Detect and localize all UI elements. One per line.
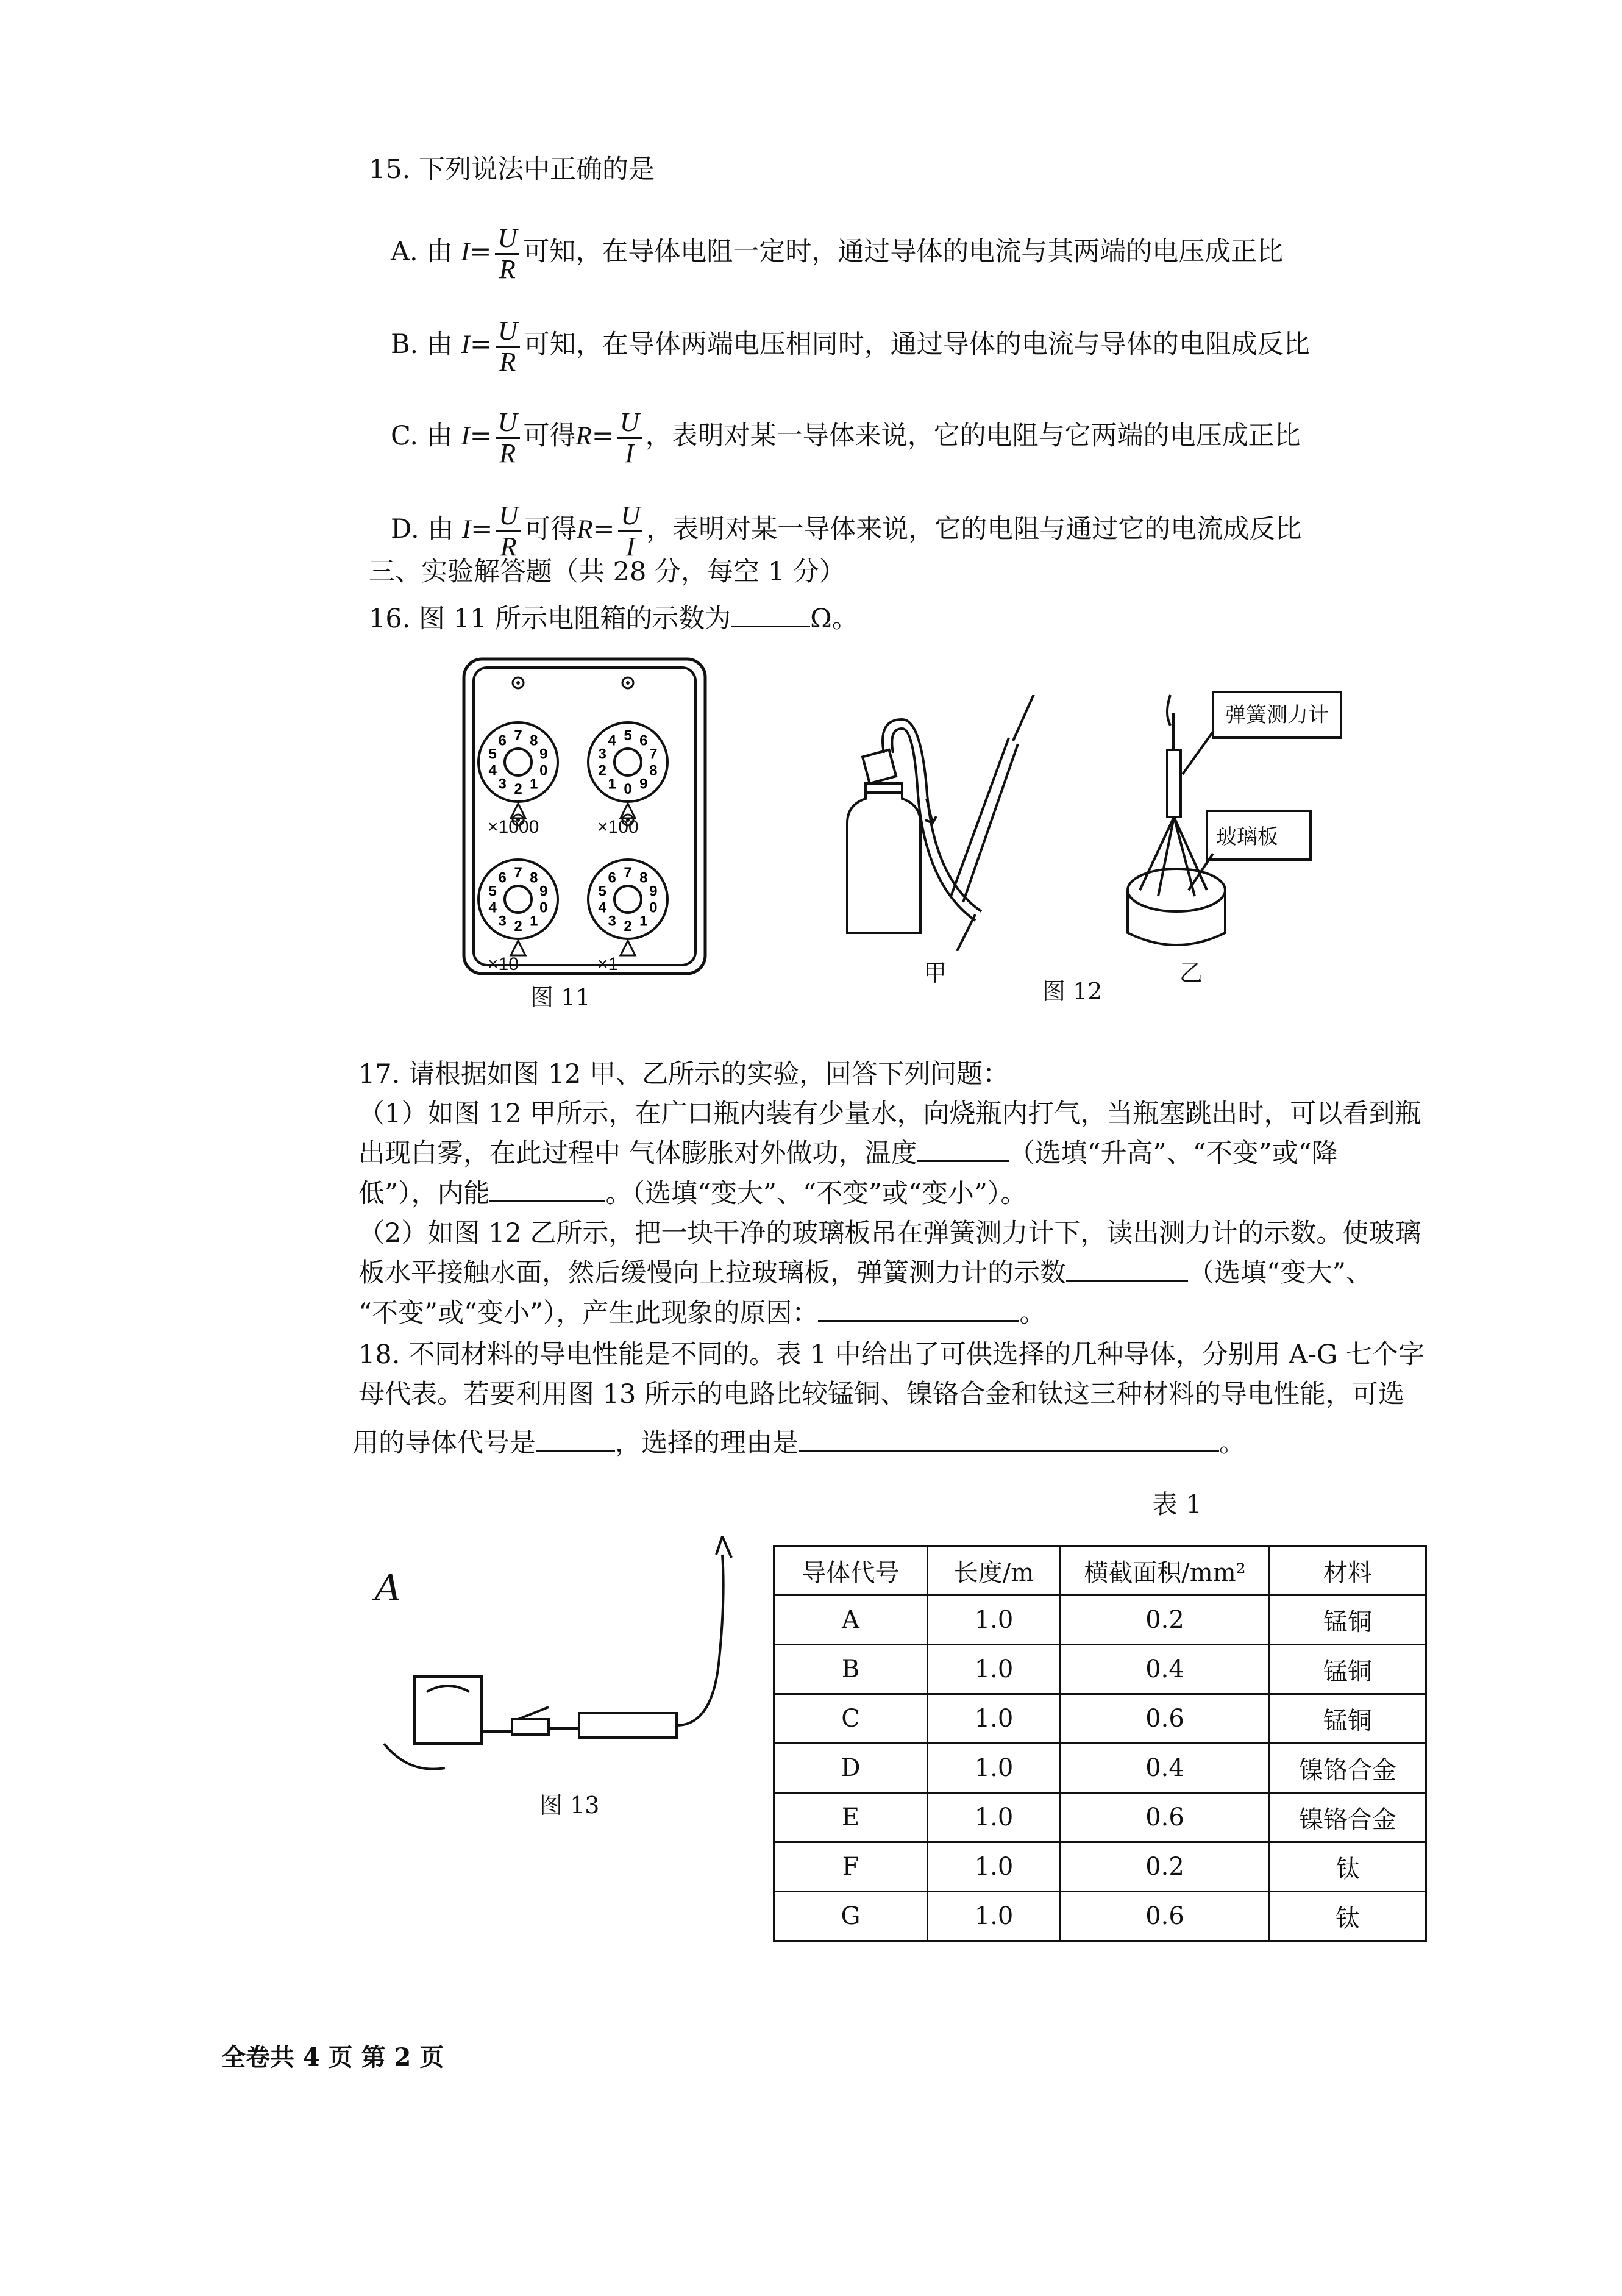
dial-digit: 9 <box>639 775 648 793</box>
answer-blank-reason[interactable] <box>818 1296 1019 1322</box>
answer-blank-conductors[interactable] <box>536 1425 615 1452</box>
answer-blank-reading[interactable] <box>1066 1255 1188 1282</box>
option-label: C. <box>391 421 419 451</box>
dial-digit: 4 <box>608 732 616 749</box>
table-cell: 0.2 <box>1061 1842 1270 1892</box>
dial-digit: 4 <box>598 899 606 916</box>
denominator: I <box>625 531 635 562</box>
table-cell: C <box>774 1694 928 1744</box>
text: （选填“升高”、“不变”或“降 <box>1008 1138 1338 1169</box>
dial-digit: 1 <box>639 913 648 930</box>
dial-digit: 0 <box>649 899 658 916</box>
table-cell: 锰铜 <box>1270 1645 1426 1694</box>
dial-digit: 7 <box>514 727 522 744</box>
table-row <box>774 1744 1426 1793</box>
formula-var: I <box>461 330 470 359</box>
q17-part1-line3 <box>358 1175 1026 1212</box>
table-row <box>774 1842 1426 1892</box>
figure-12-jia-label: 甲 <box>923 960 947 986</box>
table-header-row <box>774 1546 1426 1595</box>
column-header: 导体代号 <box>774 1546 928 1595</box>
fraction <box>496 408 520 468</box>
q17-part2-line3 <box>358 1295 1045 1332</box>
table-cell: G <box>774 1892 928 1941</box>
table-row <box>774 1694 1426 1744</box>
table-cell: 钛 <box>1270 1842 1426 1892</box>
q15-option-c[interactable] <box>391 390 1301 482</box>
table-cell: F <box>774 1842 928 1892</box>
table-cell: 0.6 <box>1061 1793 1270 1842</box>
dial-digit: 9 <box>649 883 658 900</box>
q16-text: 16. 图 11 所示电阻箱的示数为 <box>369 604 731 634</box>
text: 由 <box>426 421 453 451</box>
fraction <box>496 501 521 562</box>
section-heading: 三、实验解答题（共 28 分，每空 1 分） <box>369 557 845 587</box>
table-cell: 0.6 <box>1061 1892 1270 1941</box>
clip-label: A <box>375 1567 402 1610</box>
formula-var: R <box>575 422 592 451</box>
denominator: R <box>500 531 517 562</box>
dial-digit: 4 <box>488 899 497 916</box>
table-row <box>774 1645 1426 1694</box>
text: 用的导体代号是 <box>352 1428 536 1458</box>
equals: = <box>469 421 492 451</box>
numerator: U <box>618 501 642 532</box>
figure-12-yi-label: 乙 <box>1179 960 1203 986</box>
dial-multiplier: ×1 <box>597 954 619 974</box>
answer-blank-reason[interactable] <box>799 1425 1219 1452</box>
table-cell: 镍铬合金 <box>1270 1744 1426 1793</box>
column-header: 材料 <box>1270 1546 1426 1595</box>
table-row <box>774 1595 1426 1645</box>
answer-blank-temperature[interactable] <box>917 1136 1009 1162</box>
table-cell: B <box>774 1645 928 1694</box>
text: 可知，在导体两端电压相同时，通过导体的电流与导体的电阻成反比 <box>523 329 1310 360</box>
table-row <box>774 1892 1426 1941</box>
table-cell: 0.6 <box>1061 1694 1270 1744</box>
table-cell: D <box>774 1744 928 1793</box>
denominator: R <box>499 254 516 284</box>
q17-part1-line2 <box>358 1135 1338 1172</box>
q15-option-a[interactable] <box>391 206 1283 298</box>
text: 可知，在导体电阻一定时，通过导体的电流与其两端的电压成正比 <box>523 237 1284 267</box>
q18-line2: 母代表。若要利用图 13 所示的电路比较锰铜、镍铬合金和钛这三种材料的导电性能，可选 <box>358 1379 1405 1410</box>
formula-var: I <box>461 238 470 266</box>
dial-digit: 5 <box>598 883 606 900</box>
table-cell: 1.0 <box>928 1744 1061 1793</box>
table-cell: 钛 <box>1270 1892 1426 1941</box>
table-cell: 0.2 <box>1061 1595 1270 1645</box>
q17-stem: 17. 请根据如图 12 甲、乙所示的实验，回答下列问题： <box>358 1059 1009 1089</box>
table-cell: E <box>774 1793 928 1842</box>
equals: = <box>592 514 615 544</box>
table-cell: 1.0 <box>928 1892 1061 1941</box>
answer-blank[interactable] <box>731 601 810 627</box>
dial-digit: 7 <box>649 746 658 763</box>
column-header: 横截面积/mm² <box>1061 1546 1270 1595</box>
dial-digit: 2 <box>624 918 632 935</box>
numerator: U <box>617 408 642 439</box>
fraction <box>617 408 642 468</box>
glass-plate-label: 玻璃板 <box>1216 825 1278 849</box>
dial-digit: 2 <box>598 762 606 779</box>
table-cell: 1.0 <box>928 1694 1061 1744</box>
dial-knob[interactable] <box>478 677 558 818</box>
dial-digit: 1 <box>530 775 538 793</box>
dial-digit: 3 <box>608 913 616 930</box>
text: 。 <box>1019 1298 1046 1328</box>
q18-line1: 18. 不同材料的导电性能是不同的。表 1 中给出了可供选择的几种导体，分别用 A-G 七个字 <box>358 1339 1425 1370</box>
q15-option-b[interactable] <box>391 299 1310 391</box>
equals: = <box>469 329 492 360</box>
q17-part2-line2 <box>358 1255 1372 1291</box>
table-cell: 1.0 <box>928 1793 1061 1842</box>
dial-digit: 9 <box>539 883 548 900</box>
dial-multiplier: ×100 <box>597 817 639 837</box>
numerator: U <box>496 316 520 348</box>
text: 板水平接触水面，然后缓慢向上拉玻璃板，弹簧测力计的示数 <box>358 1258 1066 1288</box>
equals: = <box>471 514 493 544</box>
dial-digit: 5 <box>624 727 632 744</box>
text: 由 <box>426 329 453 360</box>
figure-12-jia-bottle-pump <box>835 695 1091 951</box>
figure-11-caption: 图 11 <box>530 984 591 1011</box>
dial-digit: 6 <box>639 732 648 749</box>
text: 由 <box>427 514 454 544</box>
dial-digit: 3 <box>498 913 507 930</box>
dial-digit: 1 <box>530 913 538 930</box>
option-label: A. <box>391 237 418 267</box>
dial-digit: 8 <box>639 869 648 886</box>
dial-digit: 0 <box>539 762 548 779</box>
table-1-title: 表 1 <box>1152 1489 1203 1519</box>
formula-var: R <box>577 515 593 544</box>
dial-digit: 9 <box>539 746 548 763</box>
table-cell: 0.4 <box>1061 1744 1270 1793</box>
q16 <box>369 601 858 637</box>
text: 可得 <box>523 421 576 451</box>
conductor-table <box>773 1545 1427 1942</box>
dial-digit: 3 <box>598 746 606 763</box>
q17-part2: （2）如图 12 乙所示，把一块干净的玻璃板吊在弹簧测力计下，读出测力计的示数。使玻璃 <box>358 1218 1421 1249</box>
text: “不变”或“变小”），产生此现象的原因： <box>358 1298 819 1328</box>
equals: = <box>591 421 614 451</box>
figure-13-circuit <box>372 1536 750 1780</box>
dial-digit: 5 <box>488 746 497 763</box>
formula-var: I <box>461 515 471 544</box>
text: 。 <box>1219 1428 1245 1458</box>
answer-blank-internal-energy[interactable] <box>489 1176 605 1202</box>
table-cell: 1.0 <box>928 1645 1061 1694</box>
text: ，选择的理由是 <box>615 1428 799 1458</box>
q16-unit: Ω。 <box>810 604 858 634</box>
option-label: D. <box>391 514 419 544</box>
equals: = <box>469 237 492 267</box>
table-cell: 1.0 <box>928 1595 1061 1645</box>
text: ，表明对某一导体来说，它的电阻与通过它的电流成反比 <box>646 514 1302 544</box>
table-cell: 1.0 <box>928 1842 1061 1892</box>
denominator: R <box>499 438 516 468</box>
dial-digit: 8 <box>530 732 538 749</box>
denominator: I <box>625 438 635 468</box>
numerator: U <box>495 224 519 255</box>
fraction <box>496 316 520 377</box>
table-row <box>774 1793 1426 1842</box>
text: ，表明对某一导体来说，它的电阻与它两端的电压成正比 <box>645 421 1301 451</box>
dial-digit: 6 <box>498 732 507 749</box>
dial-digit: 8 <box>530 869 538 886</box>
text: 低”），内能 <box>358 1178 490 1209</box>
dial-multiplier: ×1000 <box>488 817 539 837</box>
denominator: R <box>499 346 516 377</box>
dial-digit: 6 <box>608 869 616 886</box>
numerator: U <box>496 501 521 532</box>
dial-digit: 7 <box>514 865 522 881</box>
dial-digit: 8 <box>649 762 658 779</box>
dial-digit: 2 <box>514 781 522 797</box>
column-header: 长度/m <box>928 1546 1061 1595</box>
figure-12-caption: 图 12 <box>1042 978 1103 1005</box>
formula-var: I <box>461 422 470 451</box>
table-cell: A <box>774 1595 928 1645</box>
table-cell: 锰铜 <box>1270 1694 1426 1744</box>
q18-line3 <box>352 1425 1245 1461</box>
dial-digit: 0 <box>624 781 632 797</box>
dial-knob[interactable] <box>588 677 667 818</box>
figure-13-caption: 图 13 <box>539 1792 600 1819</box>
dial-digit: 0 <box>539 899 548 916</box>
dial-digit: 6 <box>498 869 507 886</box>
table-cell: 镍铬合金 <box>1270 1793 1426 1842</box>
q15-stem: 15. 下列说法中正确的是 <box>369 154 655 185</box>
fraction <box>618 501 642 562</box>
table-cell: 0.4 <box>1061 1645 1270 1694</box>
option-label: B. <box>391 329 419 360</box>
numerator: U <box>496 408 520 439</box>
text: 可得 <box>524 514 577 544</box>
text: （选填“变大”、 <box>1188 1258 1372 1288</box>
page-footer: 全卷共 4 页 第 2 页 <box>221 2043 444 2072</box>
spring-scale-label: 弹簧测力计 <box>1225 703 1329 727</box>
dial-digit: 7 <box>624 865 632 881</box>
dial-multiplier: ×10 <box>488 954 519 974</box>
dial-digit: 1 <box>608 775 616 793</box>
dial-digit: 5 <box>488 883 497 900</box>
text: 出现白雾，在此过程中 气体膨胀对外做功，温度 <box>358 1138 917 1169</box>
dial-digit: 2 <box>514 918 522 935</box>
dial-digit: 4 <box>488 762 497 779</box>
dial-digit: 3 <box>498 775 507 793</box>
text: 由 <box>426 237 453 267</box>
text: 。（选填“变大”、“不变”或“变小”）。 <box>605 1178 1027 1209</box>
table-cell: 锰铜 <box>1270 1595 1426 1645</box>
fraction <box>495 224 519 284</box>
q17-part1: （1）如图 12 甲所示，在广口瓶内装有少量水，向烧瓶内打气，当瓶塞跳出时，可以看到瓶 <box>358 1099 1421 1129</box>
